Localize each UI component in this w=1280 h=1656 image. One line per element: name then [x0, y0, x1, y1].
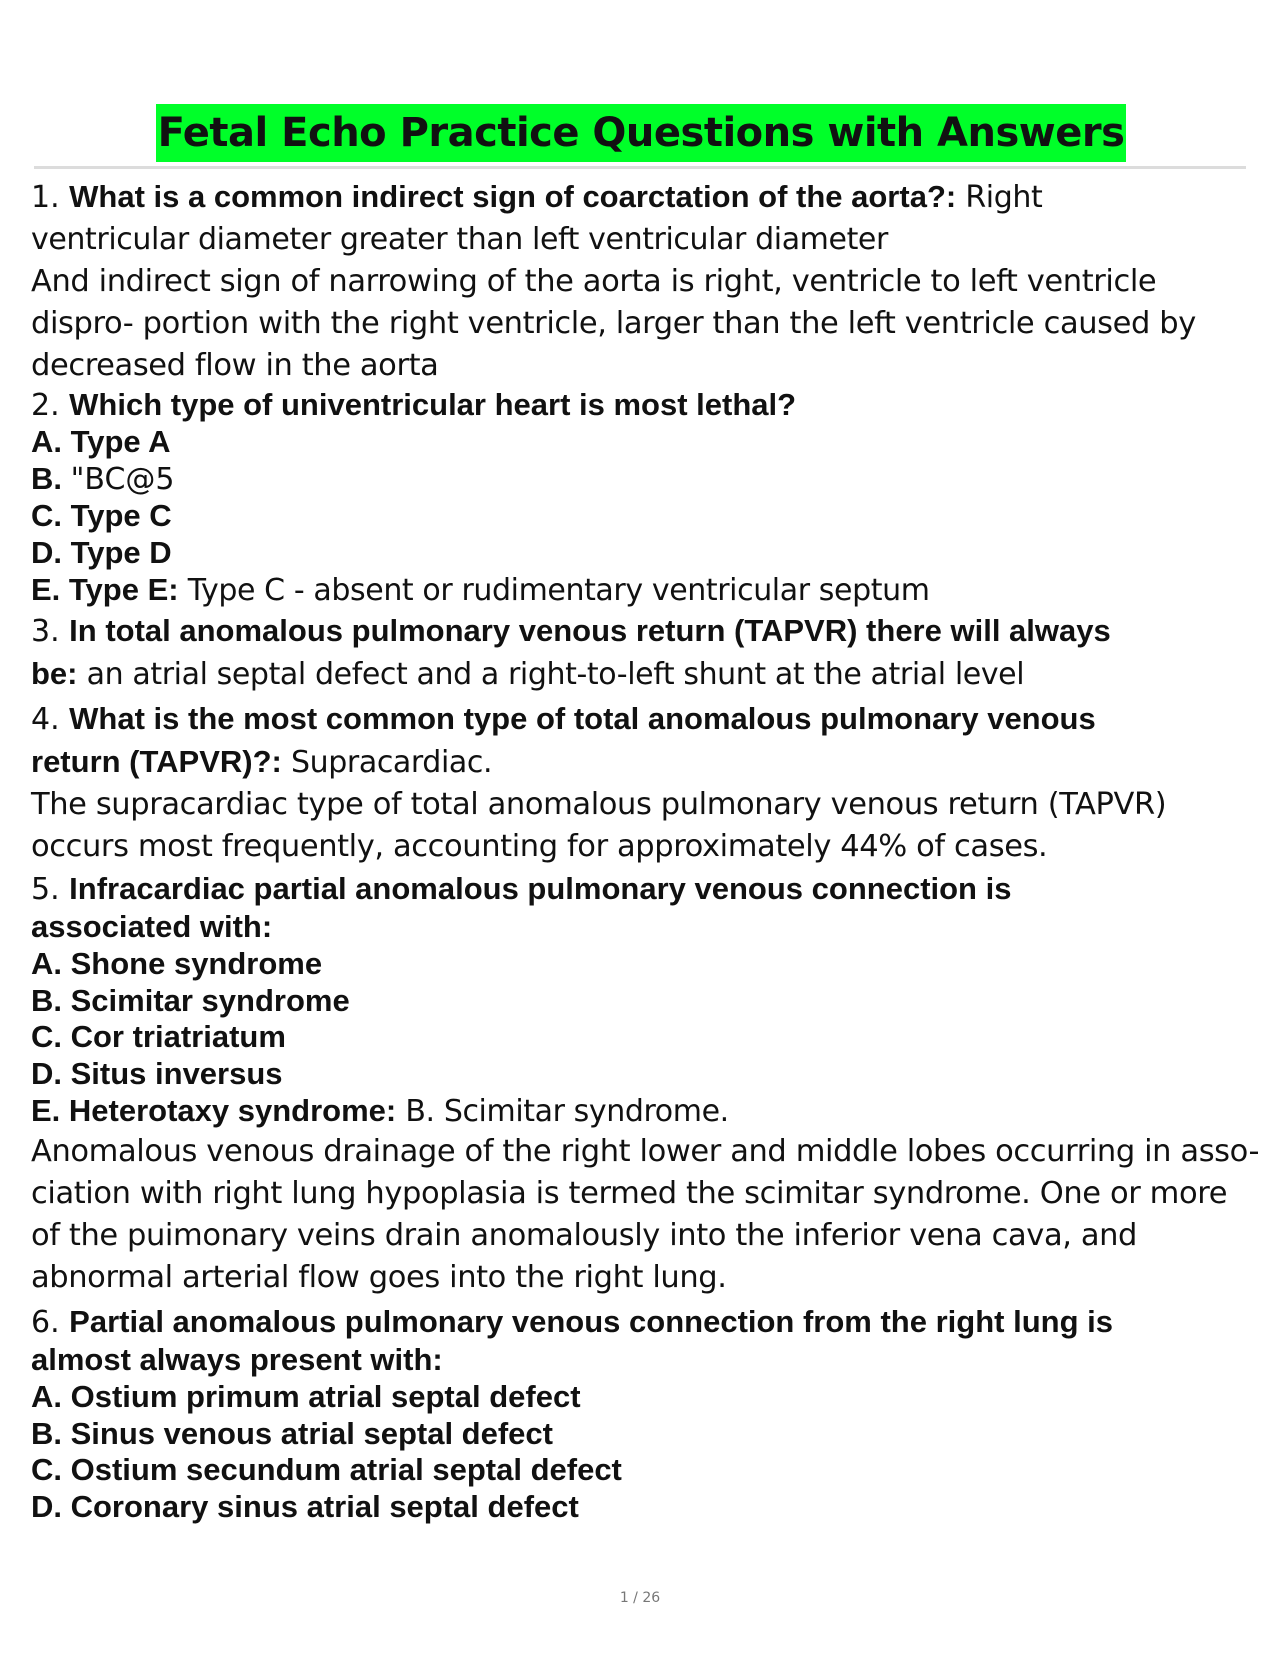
question-2-option-e: E. Type E:	[31, 572, 179, 607]
question-5-answer: B. Scimitar syndrome.	[396, 1094, 729, 1129]
question-5-option-e: E. Heterotaxy syndrome:	[31, 1093, 397, 1128]
question-2-option-b	[31, 461, 1261, 499]
question-2-option-e-line	[31, 571, 1261, 610]
question-2-number: 2.	[31, 388, 60, 423]
question-6	[31, 1303, 1151, 1379]
question-3-text: In total anomalous pulmonary venous return (TAPVR) there will always be:	[31, 613, 1111, 691]
question-5-option-c: C. Cor triatriatum	[31, 1019, 286, 1054]
question-5-option-a: A. Shone syndrome	[31, 946, 323, 981]
question-5	[31, 870, 1091, 946]
question-4	[31, 698, 1151, 784]
question-2-option-d: D. Type D	[31, 534, 172, 570]
questions-content	[31, 176, 1261, 1525]
question-6-option-d: D. Coronary sinus atrial septal defect	[31, 1488, 579, 1524]
question-3-number: 3.	[31, 614, 60, 649]
question-5-explanation: Anomalous venous drainage of the right lower and middle lobes occurring in asso- ciation with right lung hypoplasia is termed the scimitar syndrome. One or more of the puimonary veins drain anomalously into the inferior vena cava, and abnormal arterial flow goes into the right lung.	[31, 1134, 1260, 1295]
question-2-answer: Type C - absent or rudimentary ventricular septum	[178, 573, 930, 608]
question-1-number: 1.	[31, 180, 60, 215]
question-2-option-a: A. Type A	[31, 424, 171, 459]
title-divider	[34, 166, 1246, 169]
question-6-option-b: B. Sinus venous atrial septal defect	[31, 1415, 553, 1451]
question-6-option-c: C. Ostium secundum atrial septal defect	[31, 1452, 622, 1487]
question-2-option-c: C. Type C	[31, 498, 172, 533]
question-3-answer: an atrial septal defect and a right-to-left shunt at the atrial level	[77, 657, 1025, 692]
question-5-option-e-line	[31, 1092, 1261, 1131]
question-5-text: Infracardiac partial anomalous pulmonary venous connection is associated with:	[31, 871, 1012, 944]
question-6-text: Partial anomalous pulmonary venous connection from the right lung is almost always present with:	[31, 1304, 1113, 1377]
question-1-explanation: And indirect sign of narrowing of the aorta is right, ventricle to left ventricle dispro- portion with the right ventricle, larger than the left ventricle caused by decreased flow in the aorta	[31, 264, 1196, 383]
document-title: Fetal Echo Practice Questions with Answers	[156, 104, 1127, 162]
question-4-explanation: The supracardiac type of total anomalous pulmonary venous return (TAPVR) occurs most frequently, accounting for approximately 44% of cases.	[31, 787, 1167, 864]
question-2-option-b-label: B.	[31, 460, 71, 496]
page-indicator: 1 / 26	[619, 1590, 661, 1606]
question-4-answer: Supracardiac.	[281, 745, 493, 780]
title-wrapper	[31, 104, 1251, 162]
question-6-option-a: A. Ostium primum atrial septal defect	[31, 1379, 581, 1414]
question-5-number: 5.	[31, 872, 60, 907]
question-5-option-d: D. Situs inversus	[31, 1055, 283, 1091]
question-2	[31, 387, 1261, 424]
question-2-option-b-text: "BC@5	[70, 461, 175, 497]
question-3	[31, 610, 1111, 696]
question-4-text: What is the most common type of total anomalous pulmonary venous return (TAPVR)?:	[31, 701, 1096, 779]
question-1-answer: Right ventricular diameter greater than left ventricular diameter	[31, 180, 1043, 257]
question-1	[31, 176, 1111, 261]
question-6-number: 6.	[31, 1305, 60, 1340]
question-4-number: 4.	[31, 702, 60, 737]
question-2-text: Which type of univentricular heart is most lethal?	[69, 387, 797, 422]
question-1-text: What is a common indirect sign of coarctation of the aorta?:	[69, 179, 957, 214]
question-5-option-b: B. Scimitar syndrome	[31, 982, 350, 1018]
